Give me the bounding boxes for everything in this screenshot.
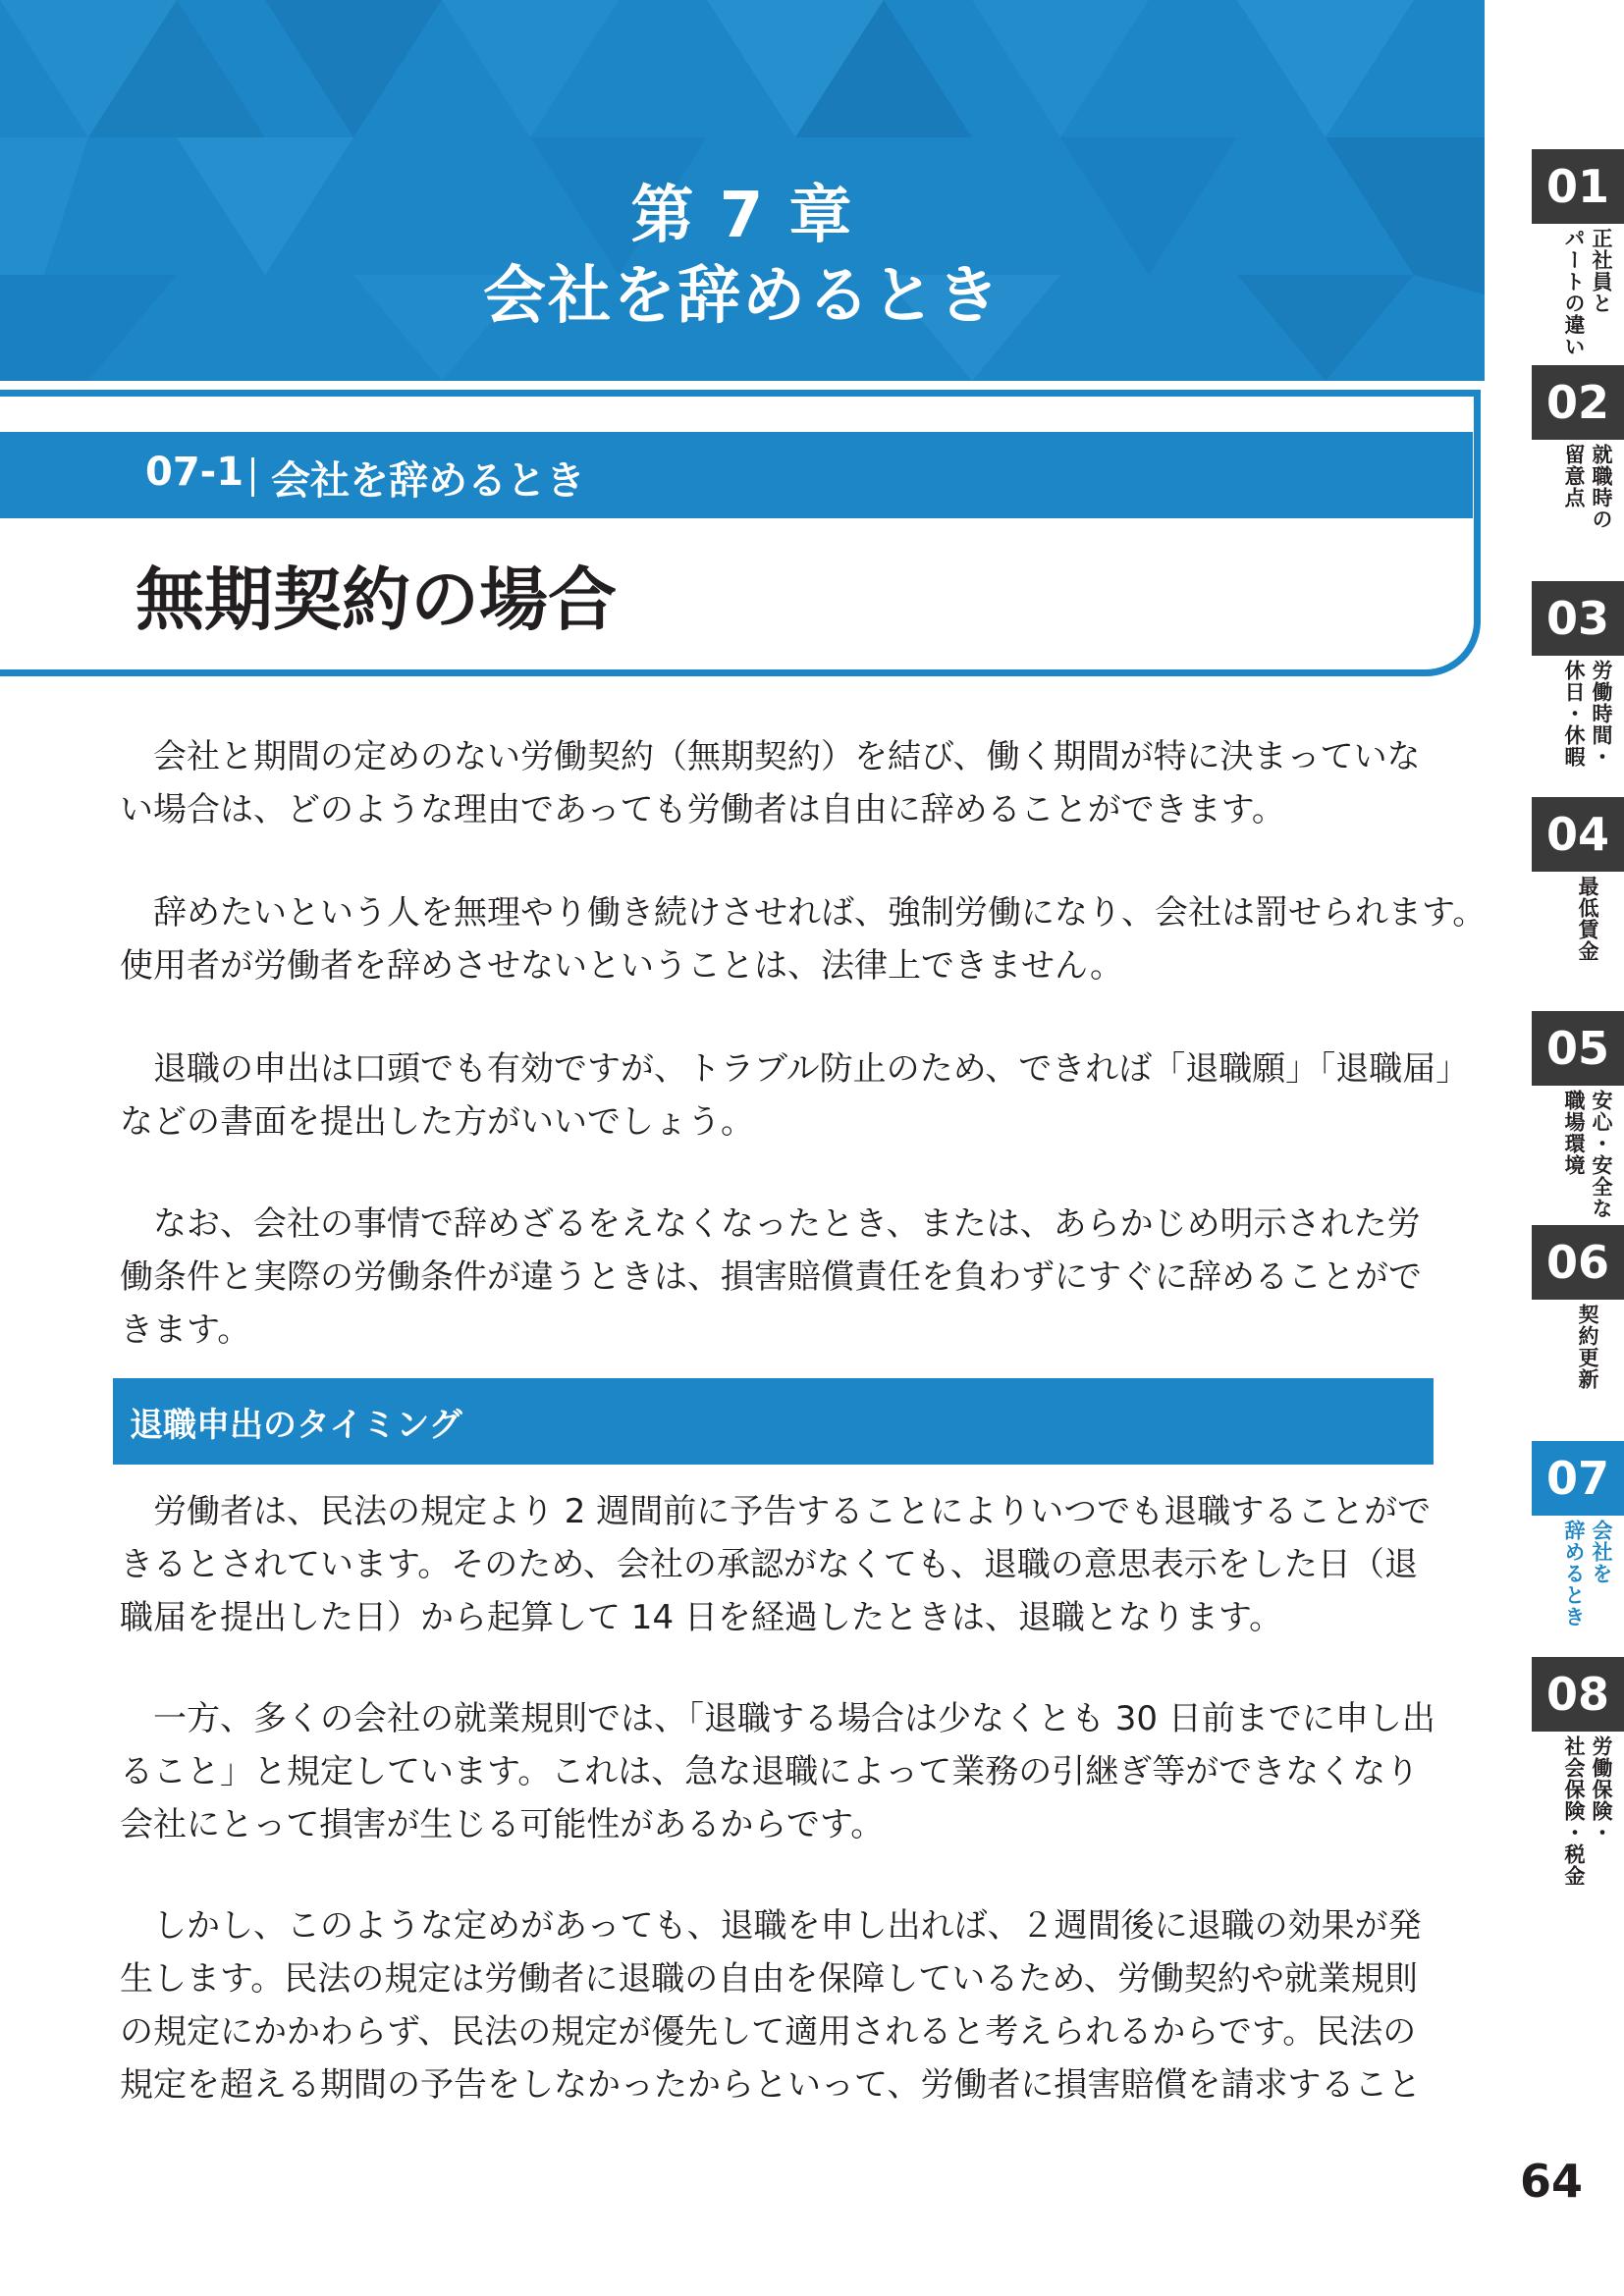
chapter-tab-06[interactable]: 06 — [1532, 1225, 1624, 1300]
text-line: 辞めたいという人を無理やり働き続けさせれば、強制労働になり、会社は罰せられます。 — [120, 893, 1487, 933]
section-divider — [251, 457, 254, 497]
text-line: 労働者は、民法の規定より 2 週間前に予告することによりいつでも退職することがで — [120, 1492, 1432, 1531]
chapter-tab-05[interactable]: 05 — [1532, 1011, 1624, 1086]
chapter-tab-08-label: 労働保険・ — [1590, 1735, 1613, 1843]
chapter-title: 会社を辞めるとき — [483, 260, 1001, 333]
chapter-tab-06-label: 契約更新 — [1576, 1304, 1599, 1390]
text-line: しかし、このような定めがあっても、退職を申し出れば、２週間後に退職の効果が発 — [120, 1906, 1422, 1946]
chapter-tab-02[interactable]: 02 — [1532, 365, 1624, 440]
text-line: 一方、多くの会社の就業規則では、「退職する場合は少なくとも 30 日前までに申し出 — [120, 1699, 1435, 1738]
text-line: ること」と規定しています。これは、急な退職によって業務の引継ぎ等ができなくなり — [120, 1752, 1420, 1791]
text-line: なお、会社の事情で辞めざるをえなくなったとき、または、あらかじめ明示された労 — [120, 1204, 1421, 1244]
chapter-tab-02-label: 就職時の — [1590, 444, 1613, 530]
paragraph-5 — [120, 1485, 1435, 1644]
text-line: い場合は、どのような理由であっても労働者は自由に辞めることができます。 — [120, 790, 1285, 829]
text-line: などの書面を提出した方がいいでしょう。 — [120, 1102, 754, 1142]
text-line: の規定にかかわらず、民法の規定が優先して適用されると考えられるからです。民法の — [120, 2012, 1417, 2052]
chapter-tab-02-label: 留意点 — [1562, 444, 1586, 508]
chapter-tab-07-label: 会社を — [1590, 1520, 1613, 1584]
chapter-tab-03-label: 労働時間・ — [1590, 660, 1613, 768]
chapter-tab-04[interactable]: 04 — [1532, 797, 1624, 872]
text-line: 会社と期間の定めのない労働契約（無期契約）を結び、働く期間が特に決まっていな — [120, 737, 1421, 776]
text-line: きるとされています。そのため、会社の承認がなくても、退職の意思表示をした日（退 — [120, 1545, 1418, 1584]
subheading: 退職申出のタイミング — [130, 1406, 462, 1445]
text-line: 働条件と実際の労働条件が違うときは、損害賠償責任を負わずにすぐに辞めることがで — [120, 1257, 1422, 1297]
chapter-number: 第 7 章 — [630, 180, 854, 252]
page-title: 無期契約の場合 — [135, 560, 617, 640]
chapter-banner — [0, 0, 1485, 381]
chapter-tab-03-label: 休日・休暇 — [1562, 660, 1586, 768]
text-line: きます。 — [120, 1310, 251, 1350]
chapter-tab-08[interactable]: 08 — [1532, 1657, 1624, 1732]
chapter-tab-05-label: 安心・安全な — [1590, 1090, 1613, 1219]
chapter-tab-08-label: 社会保険・税金 — [1562, 1735, 1586, 1887]
text-line: 職届を提出した日）から起算して 14 日を経過したときは、退職となります。 — [120, 1598, 1283, 1637]
paragraph-7 — [120, 1899, 1435, 2111]
paragraph-1 — [120, 730, 1435, 836]
chapter-tab-03[interactable]: 03 — [1532, 581, 1624, 656]
chapter-tab-05-label: 職場環境 — [1562, 1090, 1586, 1176]
section-code: 07-1 — [145, 450, 244, 495]
paragraph-3 — [120, 1042, 1470, 1148]
chapter-tab-01[interactable]: 01 — [1532, 149, 1624, 224]
chapter-tab-04-label: 最低賃金 — [1576, 876, 1599, 962]
paragraph-6 — [120, 1692, 1435, 1851]
chapter-tab-01-label: パートの違い — [1562, 228, 1586, 357]
text-line: 使用者が労働者を辞めさせないということは、法律上できません。 — [120, 946, 1124, 986]
chapter-tab-07[interactable]: 07 — [1532, 1441, 1624, 1516]
paragraph-2 — [120, 886, 1487, 992]
text-line: 会社にとって損害が生じる可能性があるからです。 — [120, 1805, 885, 1844]
section-name: 会社を辞めるとき — [271, 458, 585, 504]
paragraph-4 — [120, 1198, 1435, 1357]
page-number: 64 — [1520, 2155, 1584, 2208]
text-line: 規定を超える期間の予告をしなかったからといって、労働者に損害賠償を請求すること — [120, 2065, 1422, 2105]
text-line: 退職の申出は口頭でも有効ですが、トラブル防止のため、できれば「退職願」「退職届」 — [120, 1049, 1470, 1089]
chapter-tab-07-label: 辞めるとき — [1562, 1520, 1586, 1628]
text-line: 生します。民法の規定は労働者に退職の自由を保障しているため、労働契約や就業規則 — [120, 1959, 1418, 1999]
chapter-tab-01-label: 正社員と — [1590, 228, 1613, 314]
